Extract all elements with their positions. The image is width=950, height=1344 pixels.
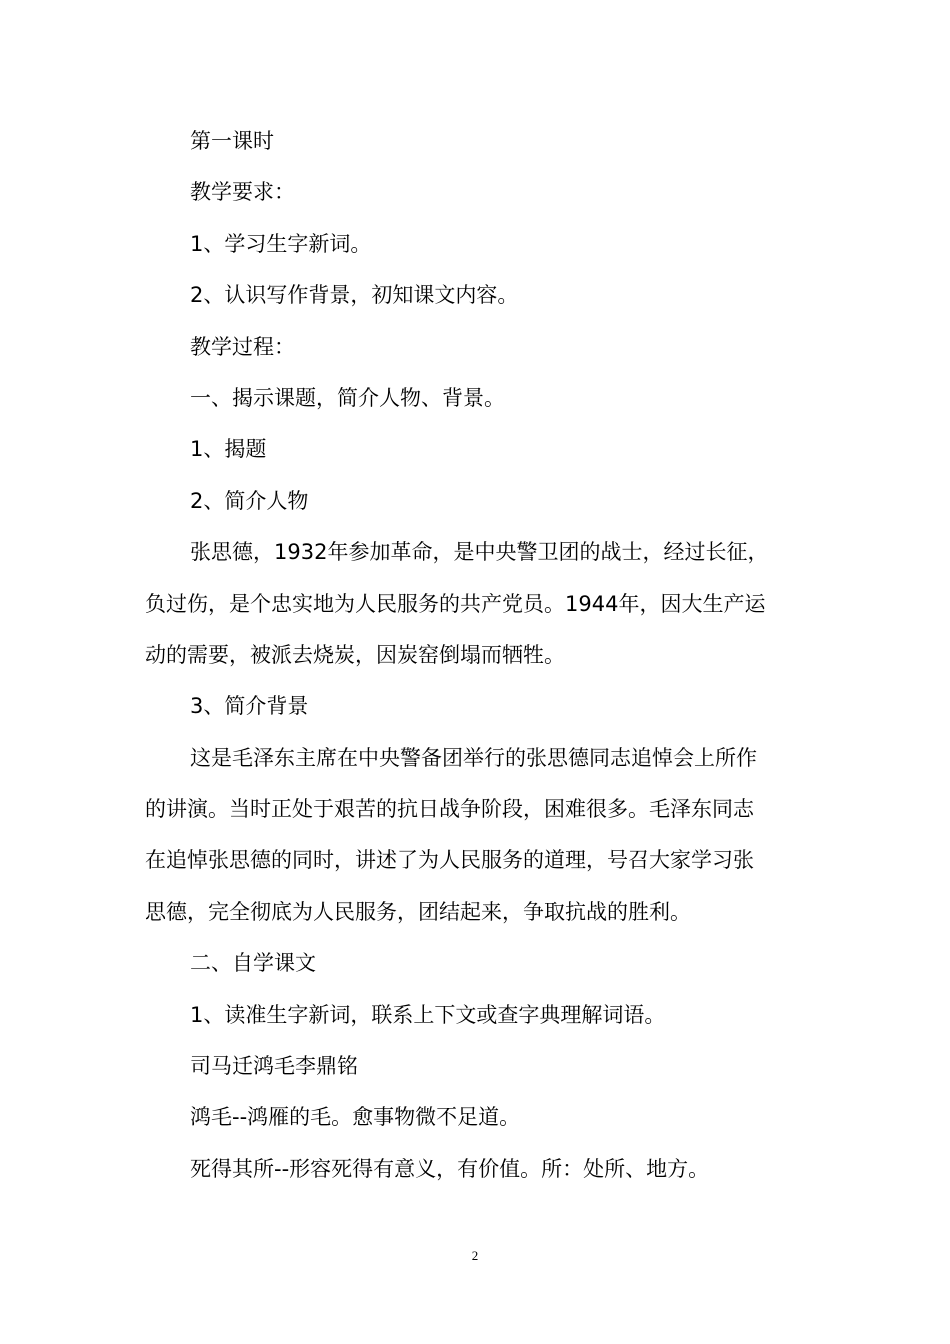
step-one-item-2: 2、简介人物 bbox=[190, 488, 309, 513]
paragraph-zhang-side-line-1: 张思德，1932年参加革命，是中央警卫团的战士，经过长征， bbox=[190, 540, 769, 565]
step-one-item-1: 1、揭题 bbox=[190, 437, 267, 462]
paragraph-background-line-1: 这是毛泽东主席在中央警备团举行的张思德同志追悼会上所作 bbox=[190, 745, 757, 770]
vocabulary-definition-1: 鸿毛--鸿雁的毛。愈事物微不足道。 bbox=[190, 1105, 521, 1130]
step-two-item-1: 1、读准生字新词，联系上下文或查字典理解词语。 bbox=[190, 1002, 666, 1027]
step-one-item-3: 3、简介背景 bbox=[190, 694, 309, 719]
paragraph-background-line-2: 的讲演。当时正处于艰苦的抗日战争阶段，困难很多。毛泽东同志 bbox=[145, 797, 754, 822]
teaching-requirements-heading: 教学要求： bbox=[190, 180, 295, 205]
requirement-item-1: 1、学习生字新词。 bbox=[190, 231, 372, 256]
requirement-item-2: 2、认识写作背景，初知课文内容。 bbox=[190, 283, 519, 308]
teaching-process-heading: 教学过程： bbox=[190, 334, 295, 359]
paragraph-zhang-side-line-2: 负过伤，是个忠实地为人民服务的共产党员。1944年，因大生产运 bbox=[145, 591, 766, 616]
process-step-one-heading: 一、揭示课题，简介人物、背景。 bbox=[190, 385, 505, 410]
paragraph-background-line-3: 在追悼张思德的同时，讲述了为人民服务的道理，号召大家学习张 bbox=[145, 848, 754, 873]
section-heading-first-lesson: 第一课时 bbox=[190, 129, 274, 153]
paragraph-zhang-side-line-3: 动的需要，被派去烧炭，因炭窑倒塌而牺牲。 bbox=[145, 642, 565, 667]
paragraph-background-line-4: 思德，完全彻底为人民服务，团结起来，争取抗战的胜利。 bbox=[145, 899, 691, 924]
vocabulary-list: 司马迁鸿毛李鼎铭 bbox=[190, 1054, 358, 1079]
vocabulary-definition-2: 死得其所--形容死得有意义，有价值。所：处所、地方。 bbox=[190, 1156, 710, 1181]
document-body bbox=[145, 116, 805, 1195]
process-step-two-heading: 二、自学课文 bbox=[190, 951, 316, 976]
page-number: 2 bbox=[471, 1248, 479, 1263]
